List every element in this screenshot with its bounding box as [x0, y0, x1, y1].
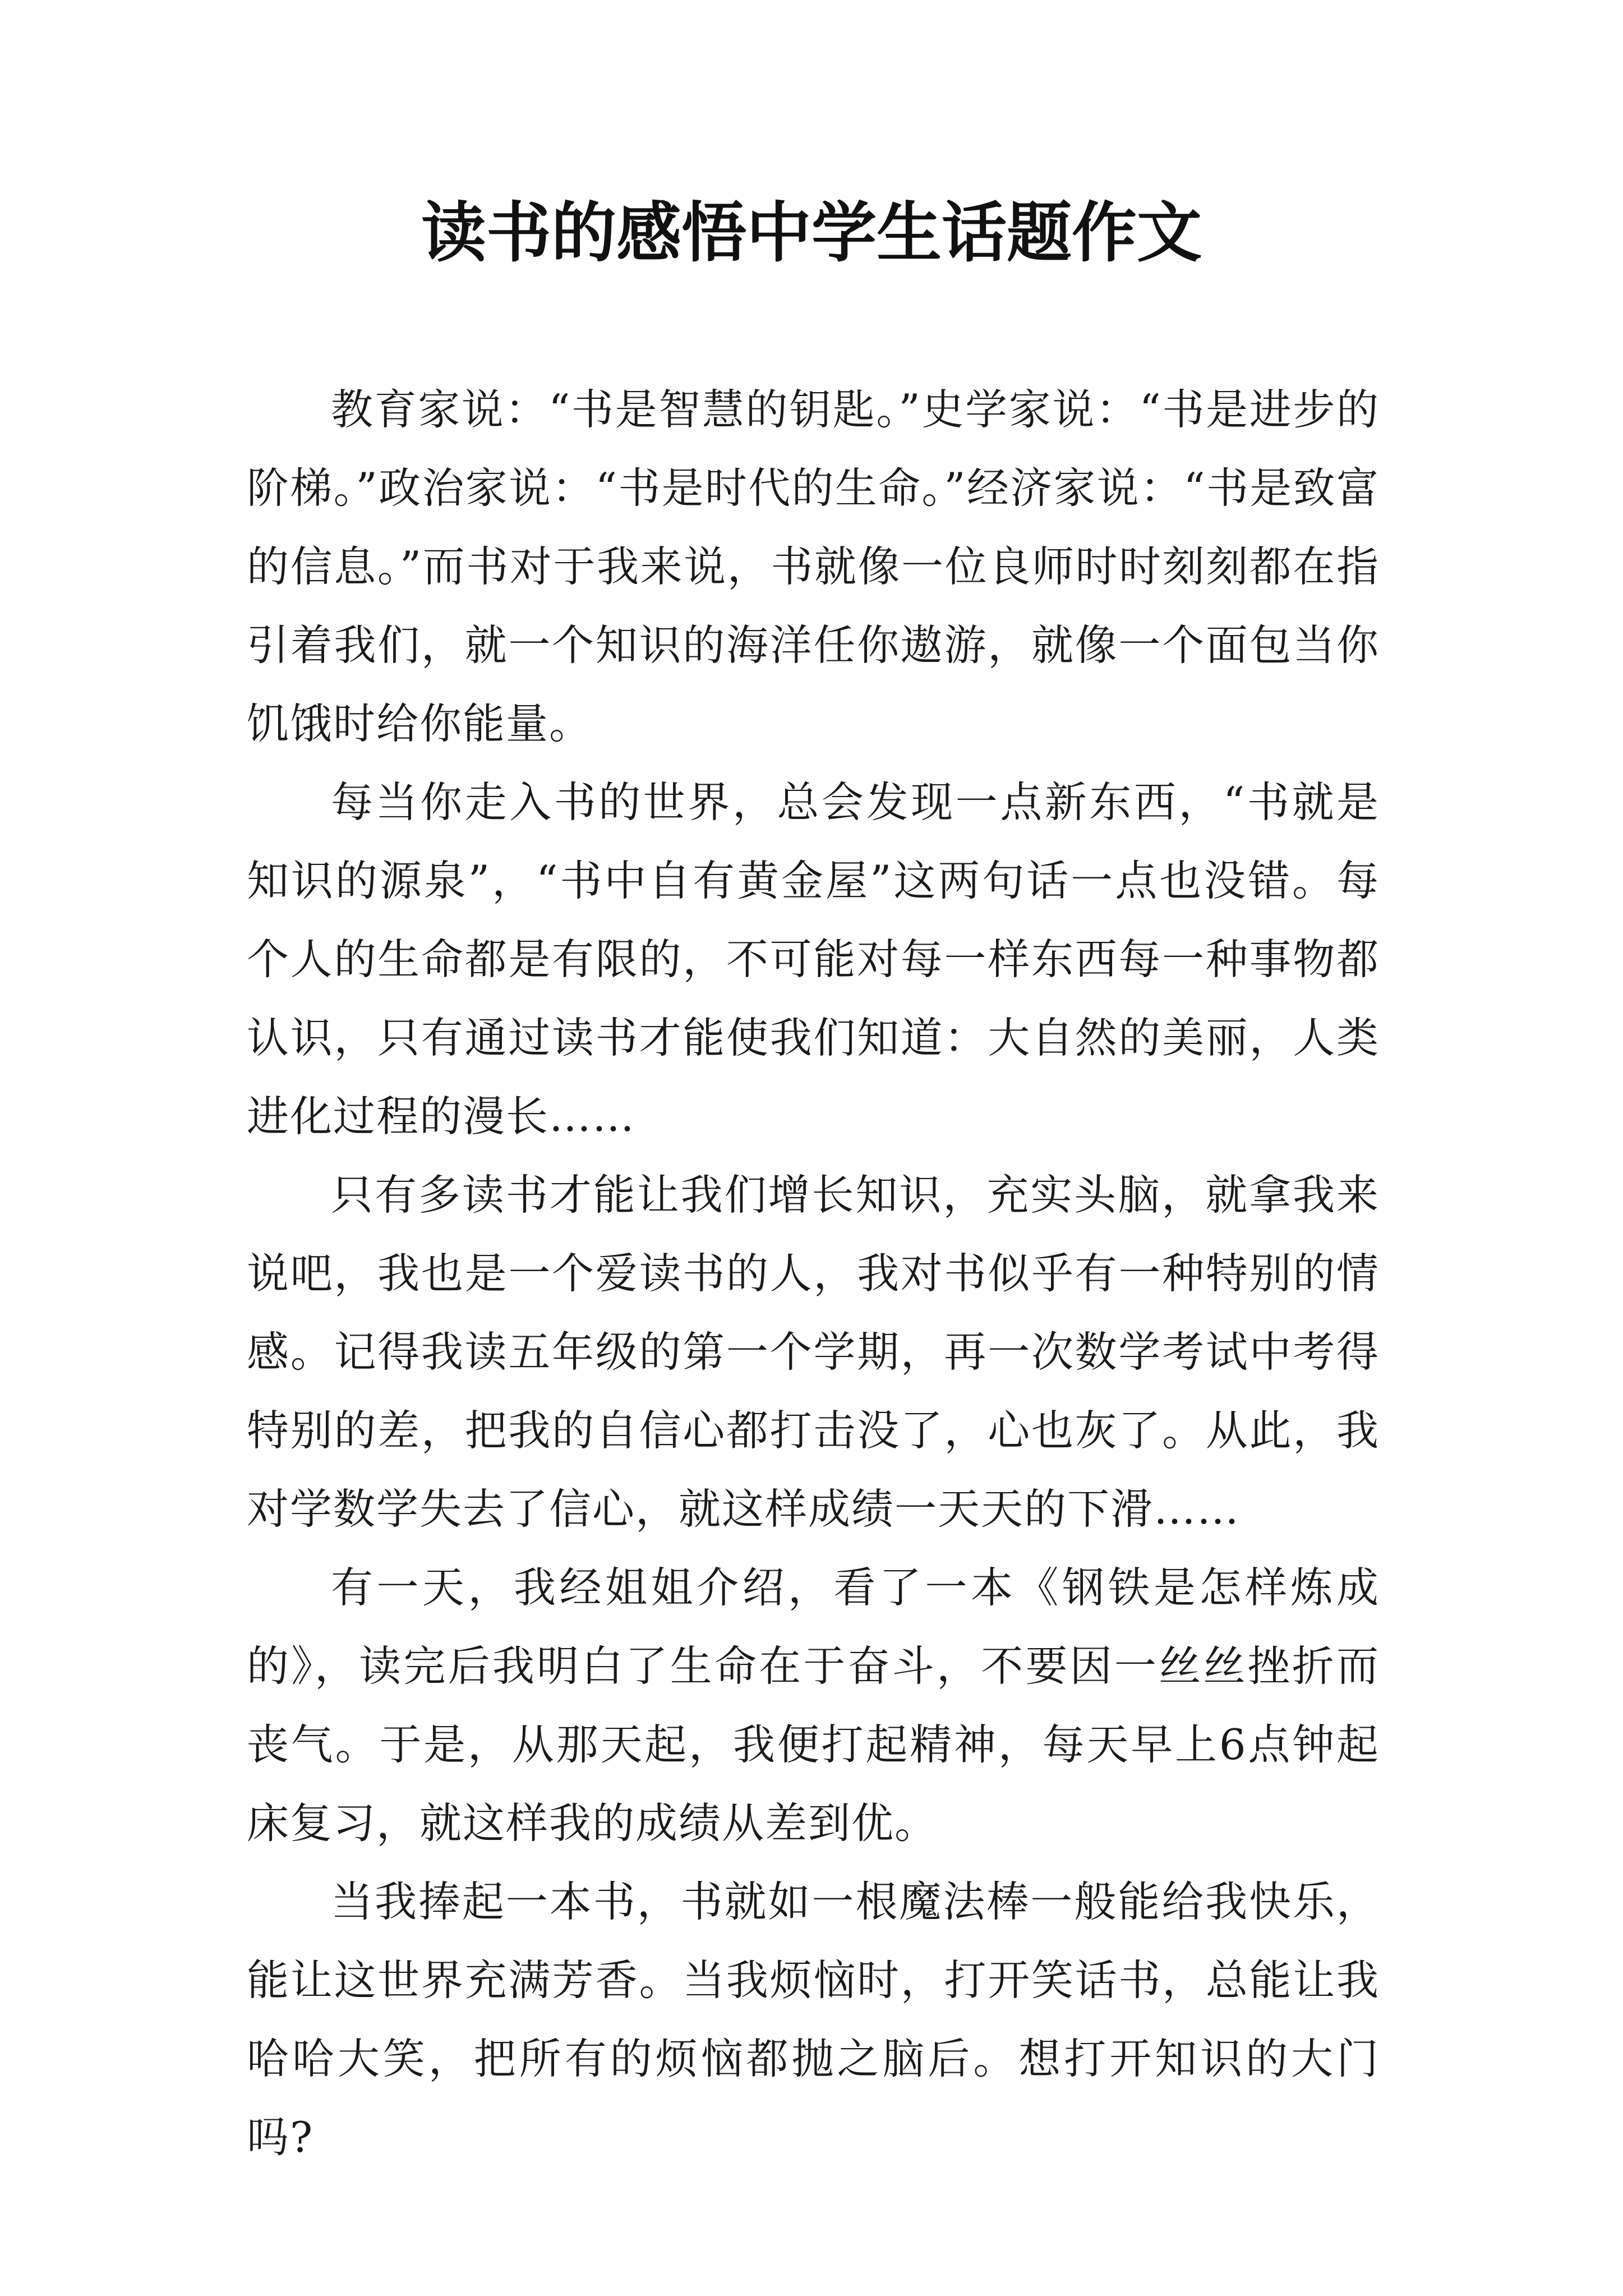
paragraph-5: 当我捧起一本书，书就如一根魔法棒一般能给我快乐，能让这世界充满芳香。当我烦恼时，打开笑话书，总能让我哈哈大笑，把所有的烦恼都抛之脑后。想打开知识的大门吗?	[247, 1877, 1380, 2162]
document-body	[247, 370, 1380, 2177]
paragraph-2: 每当你走入书的世界，总会发现一点新东西，“书就是知识的源泉”，“书中自有黄金屋”这两句话一点也没错。每个人的生命都是有限的，不可能对每一样东西每一种事物都认识，只有通过读书才能使我们知道：大自然的美丽，人类进化过程的漫长……	[247, 777, 1380, 1141]
paragraph-3: 只有多读书才能让我们增长知识，充实头脑，就拿我来说吧，我也是一个爱读书的人，我对书似乎有一种特别的情感。记得我读五年级的第一个学期，再一次数学考试中考得特别的差，把我的自信心都打击没了，心也灰了。从此，我对学数学失去了信心，就这样成绩一天天的下滑……	[247, 1170, 1380, 1534]
paragraph-4: 有一天，我经姐姐介绍，看了一本《钢铁是怎样炼成的》，读完后我明白了生命在于奋斗，不要因一丝丝挫折而丧气。于是，从那天起，我便打起精神，每天早上6点钟起床复习，就这样我的成绩从差到优。	[247, 1563, 1380, 1848]
document-title: 读书的感悟中学生话题作文	[421, 195, 1202, 271]
paragraph-1: 教育家说：“书是智慧的钥匙。”史学家说：“书是进步的阶梯。”政治家说：“书是时代的生命。”经济家说：“书是致富的信息。”而书对于我来说，书就像一位良师时时刻刻都在指引着我们，就一个知识的海洋任你遨游，就像一个面包当你饥饿时给你能量。	[247, 385, 1380, 748]
